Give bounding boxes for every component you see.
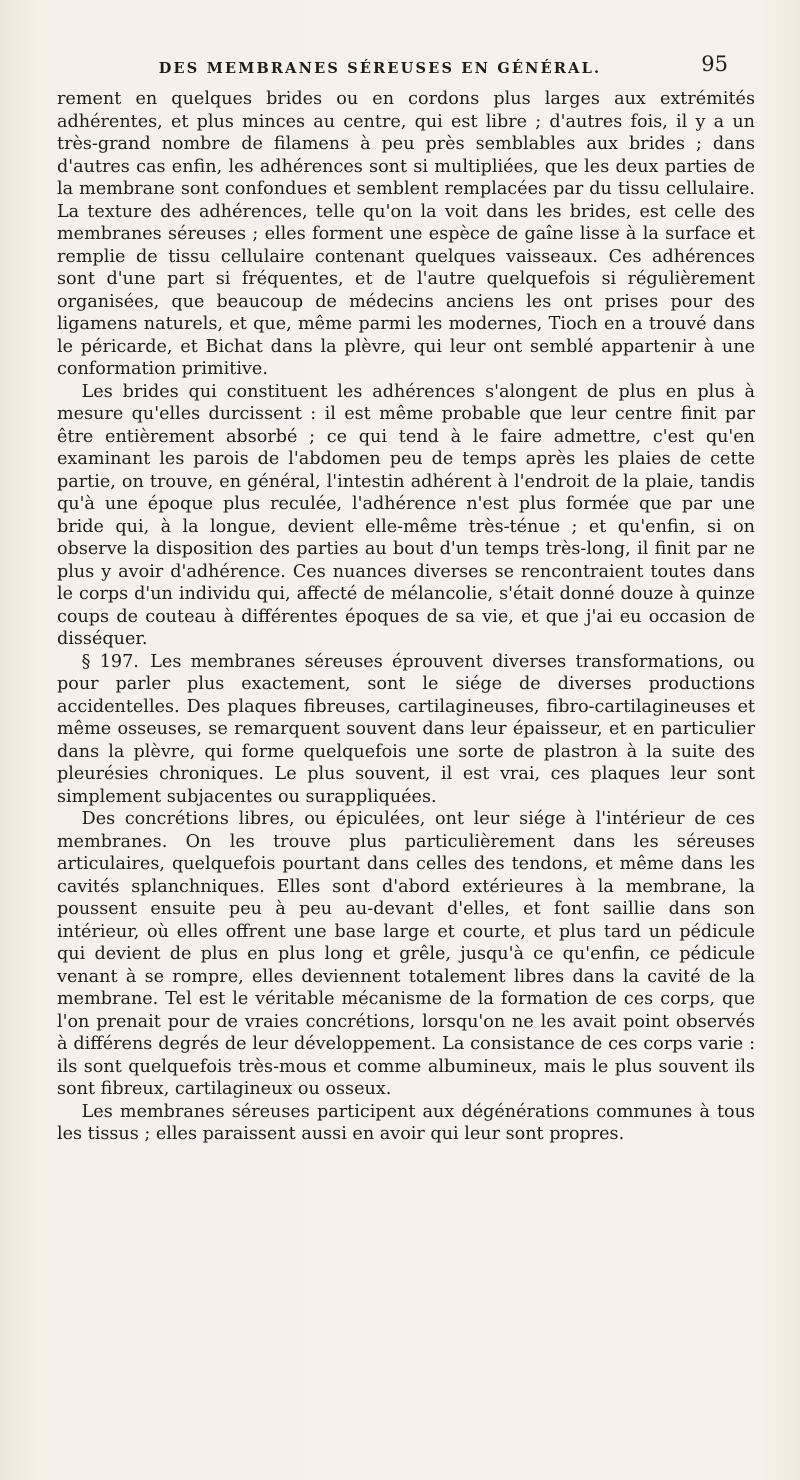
paragraph-section-197 [57,651,755,809]
page-number: 95 [701,52,728,76]
section-197-text: Les membranes séreuses éprouvent diverses transformations, ou pour parler plus exactement, sont le siége de diverses productions accidentelles. Des plaques fibreuses, cartilagineuses, fibro-cartilagineuses et même osseuses, se remarquent souvent dans leur épaisseur, et en particulier dans la plèvre, qui forme quelquefois une sorte de plastron à la suite des pleurésies chroniques. Le plus souvent, il est vrai, ces plaques leur sont simplement subjacentes ou surappliquées. [57,651,755,807]
page-body [57,88,755,1146]
paragraph-continued: rement en quelques brides ou en cordons plus larges aux extrémités adhérentes, et plus minces au centre, qui est libre ; d'autres fois, il y a un très-grand nombre de filamens à peu près semblables aux brides ; dans d'autres cas enfin, les adhérences sont si multipliées, que les deux parties de la membrane sont confondues et semblent remplacées par du tissu cellulaire. La texture des adhérences, telle qu'on la voit dans les brides, est celle des membranes séreuses ; elles forment une espèce de gaîne lisse à la surface et remplie de tissu cellulaire contenant quelques vaisseaux. Ces adhérences sont d'une part si fréquentes, et de l'autre quelquefois si régulièrement organisées, que beaucoup de médecins anciens les ont prises pour des ligamens naturels, et que, même parmi les modernes, Tioch en a trouvé dans le péricarde, et Bichat dans la plèvre, qui leur ont semblé appartenir à une conformation primitive. [57,89,755,379]
paragraph-degenerations: Les membranes séreuses participent aux dégénérations communes à tous les tissus ; elles paraissent aussi en avoir qui leur sont propres. [57,1101,755,1144]
section-number: § 197. [81,651,139,672]
page-header [60,52,740,82]
running-head: DES MEMBRANES SÉREUSES EN GÉNÉRAL. [158,60,602,77]
paragraph-brides: Les brides qui constituent les adhérences s'alongent de plus en plus à mesure qu'elles durcissent : il est même probable que leur centre finit par être entièrement absorbé ; ce qui tend à le faire admettre, c'est qu'en examinant les parois de l'abdomen peu de temps après les plaies de cette partie, on trouve, en général, l'intestin adhérent à l'endroit de la plaie, tandis qu'à une époque plus reculée, l'adhérence n'est plus formée que par une bride qui, à la longue, devient elle-même très-ténue ; et qu'enfin, si on observe la disposition des parties au bout d'un temps très-long, il finit par ne plus y avoir d'adhérence. Ces nuances diverses se rencontraient toutes dans le corps d'un individu qui, affecté de mélancolie, s'était donné douze à quinze coups de couteau à différentes époques de sa vie, et que j'ai eu occasion de disséquer. [57,381,755,649]
paragraph-concretions: Des concrétions libres, ou épiculées, ont leur siége à l'intérieur de ces membranes. On les trouve plus particulièrement dans les séreuses articulaires, quelquefois pourtant dans celles des tendons, et même dans les cavités splanchniques. Elles sont d'abord extérieures à la membrane, la poussent ensuite peu à peu au-devant d'elles, et font saillie dans son intérieur, où elles offrent une base large et courte, et plus tard un pédicule qui devient de plus en plus long et grêle, jusqu'à ce qu'enfin, ce pédicule venant à se rompre, elles deviennent totalement libres dans la cavité de la membrane. Tel est le véritable mécanisme de la formation de ces corps, que l'on prenait pour de vraies concrétions, lorsqu'on ne les avait point observés à différens degrés de leur développement. La consistance de ces corps varie : ils sont quelquefois très-mous et comme albumineux, mais le plus souvent ils sont fibreux, cartilagineux ou osseux. [57,809,755,1099]
